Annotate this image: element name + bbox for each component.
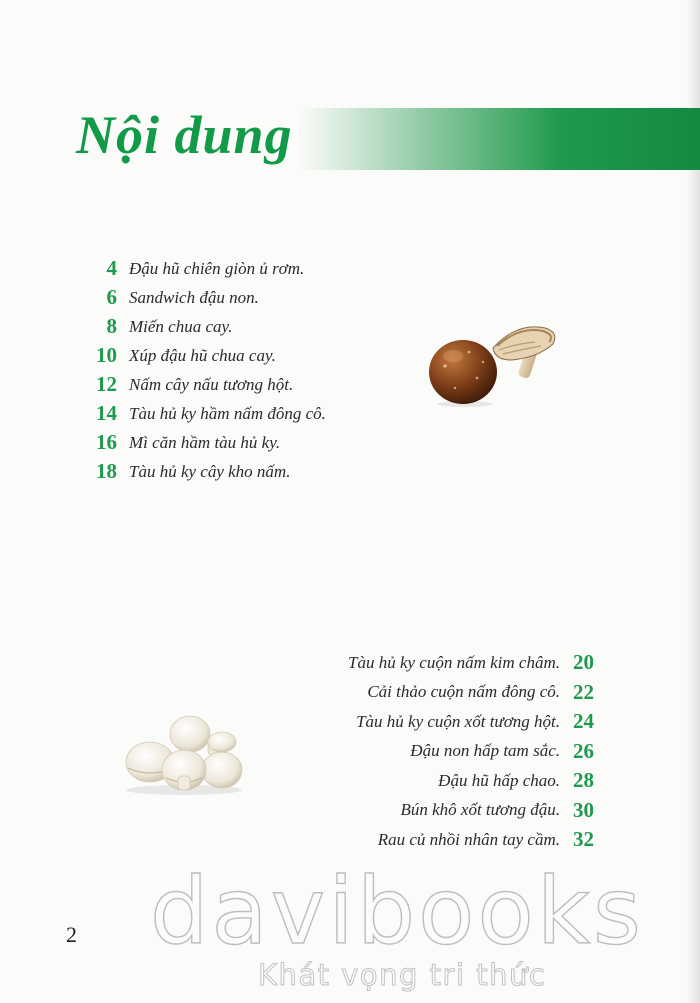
toc-page-number: 30 (573, 797, 594, 822)
toc-entry[interactable] (348, 796, 594, 826)
toc-page-number: 26 (573, 738, 594, 763)
button-mushroom-illustration (122, 712, 246, 796)
toc-entry[interactable] (348, 737, 594, 767)
toc-page-number: 32 (573, 827, 594, 852)
toc-page-number: 8 (106, 314, 117, 338)
toc-entry[interactable] (86, 399, 326, 428)
toc-list-bottom (348, 648, 594, 855)
toc-page-number: 20 (573, 650, 594, 675)
toc-page-number: 14 (96, 401, 117, 425)
toc-dish-title: Miến chua cay. (129, 316, 233, 336)
toc-dish-title: Sandwich đậu non. (129, 287, 259, 307)
toc-page-number: 22 (573, 679, 594, 704)
toc-dish-title: Tàu hủ ky cây kho nấm. (129, 461, 291, 481)
toc-dish-title: Tàu hủ ky hầm nấm đông cô. (129, 403, 326, 423)
toc-page-number: 6 (106, 285, 117, 309)
toc-entry[interactable] (348, 648, 594, 678)
toc-page-number: 10 (96, 343, 117, 367)
toc-dish-title: Bún khô xốt tương đậu. (400, 800, 560, 820)
toc-dish-title: Tàu hủ ky cuộn nấm kim châm. (348, 652, 560, 672)
watermark-brand: davibooks (150, 858, 644, 965)
toc-dish-title: Mì căn hầm tàu hủ ky. (129, 432, 281, 452)
toc-page-number: 24 (573, 709, 594, 734)
toc-entry[interactable] (86, 370, 326, 399)
toc-entry[interactable] (348, 766, 594, 796)
toc-entry[interactable] (86, 341, 326, 370)
toc-entry[interactable] (86, 254, 326, 283)
toc-entry[interactable] (348, 825, 594, 855)
title-gradient-band (300, 108, 700, 170)
toc-entry[interactable] (86, 457, 326, 486)
toc-dish-title: Tàu hủ ky cuộn xốt tương hột. (356, 711, 560, 731)
toc-dish-title: Nấm cây nấu tương hột. (129, 374, 294, 394)
page-title: Nội dung (76, 105, 293, 165)
toc-list-top (86, 254, 326, 486)
toc-page-number: 12 (96, 372, 117, 396)
toc-entry[interactable] (86, 312, 326, 341)
toc-page-number: 4 (106, 256, 117, 280)
toc-dish-title: Đậu hũ chiên giòn ủ rơm. (129, 258, 305, 278)
toc-entry[interactable] (348, 707, 594, 737)
toc-page-number: 28 (573, 768, 594, 793)
toc-page-number: 16 (96, 430, 117, 454)
toc-dish-title: Cải thảo cuộn nấm đông cô. (367, 682, 560, 702)
toc-entry[interactable] (86, 428, 326, 457)
page-number: 2 (66, 922, 77, 947)
toc-dish-title: Đậu non hấp tam sắc. (410, 741, 560, 761)
toc-entry[interactable] (86, 283, 326, 312)
toc-dish-title: Xúp đậu hũ chua cay. (129, 345, 276, 365)
toc-page-number: 18 (96, 459, 117, 483)
shiitake-mushroom-illustration (425, 318, 565, 410)
toc-dish-title: Rau củ nhồi nhân tay cầm. (377, 829, 560, 849)
toc-dish-title: Đậu hũ hấp chao. (438, 770, 560, 790)
watermark-slogan: Khát vọng tri thức (258, 958, 547, 992)
toc-entry[interactable] (348, 678, 594, 708)
